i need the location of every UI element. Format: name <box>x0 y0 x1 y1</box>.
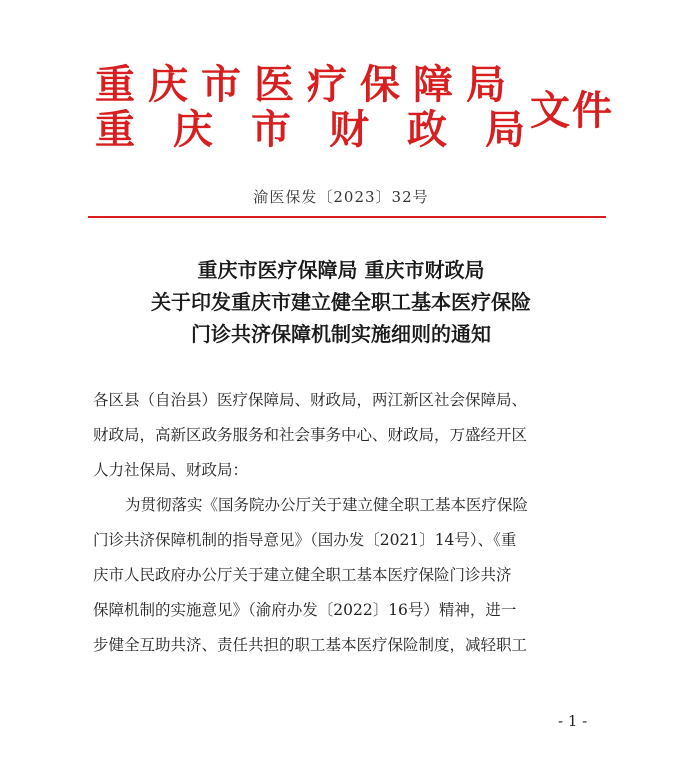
body-text-line: 各区县（自治县）医疗保障局、财政局，两江新区社会保障局、 <box>93 391 528 409</box>
issuing-org-line-2-char: 市 <box>251 106 291 153</box>
issuing-org-line-2 <box>95 107 525 153</box>
page-number: - 1 - <box>558 712 588 730</box>
document-type-label: 文件 <box>530 87 614 134</box>
body-text-line: 保障机制的实施意见》（渝府办发〔2022〕16号）精神，进一 <box>93 601 517 619</box>
issuing-org-line-2-char: 庆 <box>173 106 213 153</box>
issuing-org-line-2-char: 财 <box>329 106 369 153</box>
body-text-line: 步健全互助共济、责任共担的职工基本医疗保险制度，减轻职工 <box>93 636 528 654</box>
body-text-line: 为贯彻落实《国务院办公厅关于建立健全职工基本医疗保险 <box>125 496 529 514</box>
body-text-line: 门诊共济保障机制的指导意见》（国办发〔2021〕14号）、《重 <box>93 531 517 549</box>
title-line-2: 关于印发重庆市建立健全职工基本医疗保险 <box>151 290 531 314</box>
issuing-org-line-2-char: 重 <box>95 106 135 153</box>
body-text-line: 财政局，高新区政务服务和社会事务中心、财政局，万盛经开区 <box>93 426 528 444</box>
red-divider-line <box>88 216 606 218</box>
title-line-1: 重庆市医疗保障局 重庆市财政局 <box>197 258 485 282</box>
document-number: 渝医保发〔2023〕32号 <box>253 188 429 206</box>
body-text-line: 人力社保局、财政局： <box>93 461 249 479</box>
issuing-org-line-1: 重庆市医疗保障局 <box>95 61 519 108</box>
title-line-3: 门诊共济保障机制实施细则的通知 <box>191 322 491 346</box>
body-text-line: 庆市人民政府办公厅关于建立健全职工基本医疗保险门诊共济 <box>93 566 512 584</box>
issuing-org-line-2-char: 局 <box>485 106 525 153</box>
issuing-org-line-2-char: 政 <box>407 106 447 153</box>
